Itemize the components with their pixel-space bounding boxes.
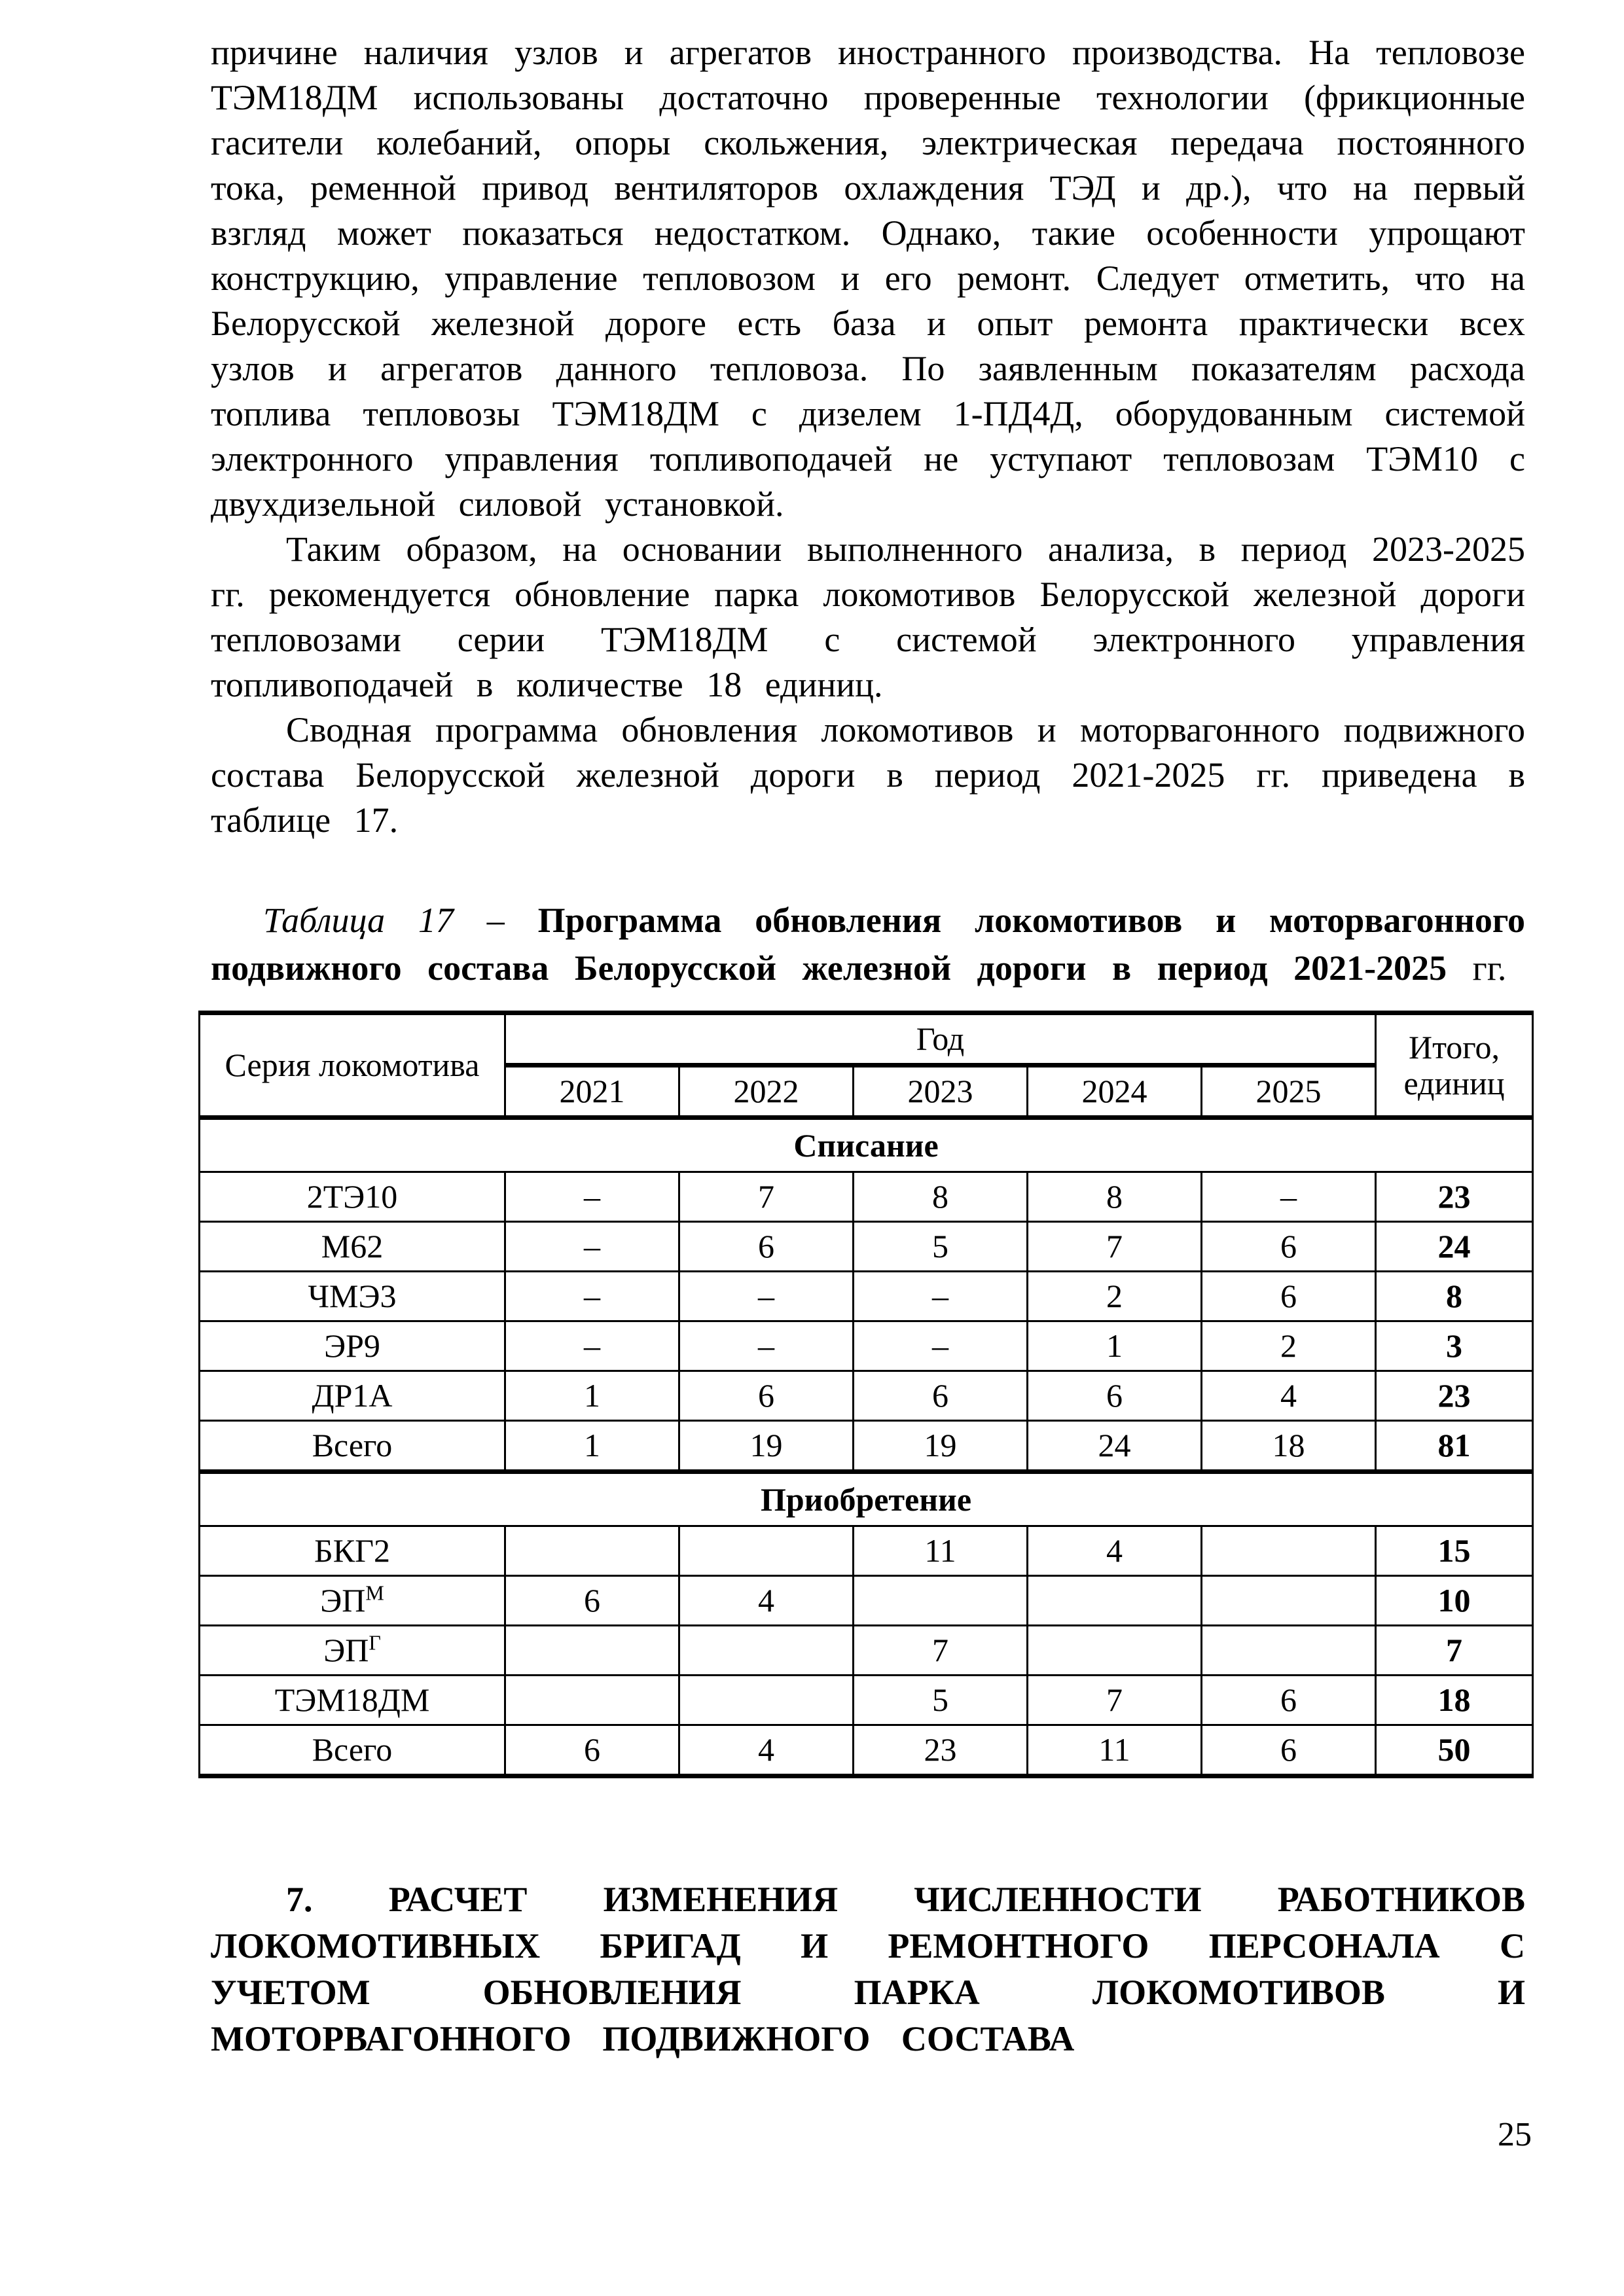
total-cell: 50: [1376, 1725, 1533, 1776]
year-value-cell: –: [854, 1321, 1028, 1371]
series-cell: [200, 1626, 505, 1676]
series-name: М62: [321, 1228, 384, 1265]
header-year-cell: 2025: [1202, 1066, 1376, 1118]
header-year-cell: 2021: [505, 1066, 679, 1118]
series-name: ЭП: [320, 1582, 366, 1619]
series-name: БКГ2: [314, 1532, 390, 1569]
year-value-cell: –: [679, 1272, 854, 1321]
year-value-cell: 6: [679, 1371, 854, 1421]
year-value-cell: [1028, 1576, 1202, 1626]
year-value-cell: [1202, 1576, 1376, 1626]
year-value-cell: 23: [854, 1725, 1028, 1776]
year-value-cell: [1202, 1626, 1376, 1676]
year-value-cell: –: [854, 1272, 1028, 1321]
table-body: [200, 1013, 1533, 1776]
header-year-cell: 2023: [854, 1066, 1028, 1118]
table-row: [200, 1172, 1533, 1222]
locomotive-program-table: [198, 1011, 1534, 1778]
page-content: [211, 30, 1525, 2062]
table-row: [200, 1725, 1533, 1776]
year-value-cell: 5: [854, 1222, 1028, 1272]
series-name: ДР1А: [312, 1377, 393, 1414]
year-value-cell: 7: [679, 1172, 854, 1222]
year-value-cell: –: [505, 1272, 679, 1321]
year-value-cell: 8: [854, 1172, 1028, 1222]
year-value-cell: 6: [679, 1222, 854, 1272]
year-value-cell: –: [505, 1172, 679, 1222]
series-name: ТЭМ18ДМ: [274, 1681, 430, 1718]
header-year-group-cell: Год: [505, 1013, 1376, 1066]
table-caption-suffix: гг.: [1447, 948, 1507, 988]
table-caption-title: Программа обновления локомотивов и моторвагонного подвижного состава Белорусской железной дороги в период 2021-2025: [211, 901, 1526, 988]
year-value-cell: 1: [1028, 1321, 1202, 1371]
table-row: [200, 1321, 1533, 1371]
year-value-cell: 7: [1028, 1222, 1202, 1272]
year-value-cell: 1: [505, 1371, 679, 1421]
series-name: ЭП: [323, 1632, 369, 1668]
year-value-cell: 4: [679, 1725, 854, 1776]
series-cell: [200, 1371, 505, 1421]
year-value-cell: 18: [1202, 1421, 1376, 1472]
table-row: [200, 1222, 1533, 1272]
page-number: 25: [1498, 2116, 1532, 2153]
year-value-cell: [679, 1526, 854, 1576]
series-name: 2ТЭ10: [306, 1178, 398, 1215]
series-name: ЧМЭ3: [308, 1278, 397, 1314]
year-value-cell: [505, 1626, 679, 1676]
series-cell: [200, 1576, 505, 1626]
series-superscript: М: [365, 1581, 384, 1605]
year-value-cell: [505, 1526, 679, 1576]
year-value-cell: 6: [1202, 1222, 1376, 1272]
table-row: [200, 1576, 1533, 1626]
total-cell: 7: [1376, 1626, 1533, 1676]
year-value-cell: [505, 1676, 679, 1725]
table-caption: [211, 897, 1525, 992]
table-caption-space: [505, 901, 538, 940]
year-value-cell: 2: [1028, 1272, 1202, 1321]
year-value-cell: 5: [854, 1676, 1028, 1725]
total-cell: 10: [1376, 1576, 1533, 1626]
year-value-cell: [1202, 1526, 1376, 1576]
series-name: Всего: [312, 1427, 393, 1463]
year-value-cell: 7: [1028, 1676, 1202, 1725]
year-value-cell: 6: [1202, 1725, 1376, 1776]
year-value-cell: 8: [1028, 1172, 1202, 1222]
total-cell: 23: [1376, 1371, 1533, 1421]
year-value-cell: 19: [679, 1421, 854, 1472]
table-section-row: [200, 1472, 1533, 1526]
year-value-cell: 6: [1028, 1371, 1202, 1421]
table-header-row-group: [200, 1013, 1533, 1066]
year-value-cell: [679, 1676, 854, 1725]
section-heading: 7. РАСЧЕТ ИЗМЕНЕНИЯ ЧИСЛЕННОСТИ РАБОТНИКОВ ЛОКОМОТИВНЫХ БРИГАД И РЕМОНТНОГО ПЕРСОНАЛА С УЧЕТОМ ОБНОВЛЕНИЯ ПАРКА ЛОКОМОТИВОВ И МОТОРВАГОННОГО ПОДВИЖНОГО СОСТАВА: [211, 1880, 1525, 2058]
year-value-cell: 6: [505, 1725, 679, 1776]
year-value-cell: 4: [1028, 1526, 1202, 1576]
table-row: [200, 1272, 1533, 1321]
table-section-title: Приобретение: [200, 1472, 1533, 1526]
total-cell: 81: [1376, 1421, 1533, 1472]
year-value-cell: 6: [1202, 1272, 1376, 1321]
year-value-cell: [679, 1626, 854, 1676]
series-cell: [200, 1222, 505, 1272]
year-value-cell: –: [679, 1321, 854, 1371]
table-row: [200, 1371, 1533, 1421]
header-series-cell: Серия локомотива: [200, 1013, 505, 1118]
total-cell: 23: [1376, 1172, 1533, 1222]
series-cell: [200, 1421, 505, 1472]
year-value-cell: [1028, 1626, 1202, 1676]
total-cell: 15: [1376, 1526, 1533, 1576]
series-cell: [200, 1725, 505, 1776]
year-value-cell: 1: [505, 1421, 679, 1472]
table-row: [200, 1676, 1533, 1725]
series-cell: [200, 1676, 505, 1725]
table-caption-label: Таблица 17: [263, 901, 454, 940]
year-value-cell: 24: [1028, 1421, 1202, 1472]
paragraph-table-reference: Сводная программа обновления локомотивов и моторвагонного подвижного состава Белорусской железной дороги в период 2021-2025 гг. приведена в таблице 17.: [211, 710, 1525, 840]
year-value-cell: 7: [854, 1626, 1028, 1676]
year-value-cell: 11: [854, 1526, 1028, 1576]
year-value-cell: 19: [854, 1421, 1028, 1472]
series-cell: [200, 1172, 505, 1222]
series-cell: [200, 1526, 505, 1576]
header-year-cell: 2022: [679, 1066, 854, 1118]
year-value-cell: 4: [679, 1576, 854, 1626]
year-value-cell: [854, 1576, 1028, 1626]
year-value-cell: –: [505, 1222, 679, 1272]
paragraph-conclusion: Таким образом, на основании выполненного анализа, в период 2023-2025 гг. рекомендуется обновление парка локомотивов Белорусской железной дороги тепловозами серии ТЭМ18ДМ с системой электронного управления топливоподачей в количестве 18 единиц.: [211, 529, 1525, 704]
table-section-row: [200, 1118, 1533, 1172]
year-value-cell: 6: [1202, 1676, 1376, 1725]
year-value-cell: –: [505, 1321, 679, 1371]
total-cell: 24: [1376, 1222, 1533, 1272]
series-superscript: Г: [369, 1630, 381, 1655]
table-row: [200, 1526, 1533, 1576]
table-caption-separator: [454, 901, 487, 940]
series-cell: [200, 1321, 505, 1371]
year-value-cell: 4: [1202, 1371, 1376, 1421]
table-row: [200, 1626, 1533, 1676]
header-total-cell: Итого, единиц: [1376, 1013, 1533, 1118]
header-year-cell: 2024: [1028, 1066, 1202, 1118]
table-caption-dash: –: [486, 901, 505, 940]
year-value-cell: 6: [854, 1371, 1028, 1421]
total-cell: 18: [1376, 1676, 1533, 1725]
paragraph-continuation: причине наличия узлов и агрегатов иностранного производства. На тепловозе ТЭМ18ДМ использованы достаточно проверенные технологии (фрикционные гасители колебаний, опоры скольжения, электрическая передача постоянного тока, ременной привод вентиляторов охлаждения ТЭД и др.), что на первый взгляд может показаться недостатком. Однако, такие особенности упрощают конструкцию, управление тепловозом и его ремонт. Следует отметить, что на Белорусской железной дороге есть база и опыт ремонта практически всех узлов и агрегатов данного тепловоза. По заявленным показателям расхода топлива тепловозы ТЭМ18ДМ с дизелем 1-ПД4Д, оборудованным системой электронного управления топливоподачей не уступают тепловозам ТЭМ10 с двухдизельной силовой установкой.: [211, 33, 1525, 524]
table-section-title: Списание: [200, 1118, 1533, 1172]
year-value-cell: 6: [505, 1576, 679, 1626]
series-name: ЭР9: [324, 1327, 380, 1364]
series-name: Всего: [312, 1731, 393, 1768]
year-value-cell: –: [1202, 1172, 1376, 1222]
series-cell: [200, 1272, 505, 1321]
total-cell: 3: [1376, 1321, 1533, 1371]
total-cell: 8: [1376, 1272, 1533, 1321]
year-value-cell: 11: [1028, 1725, 1202, 1776]
table-row: [200, 1421, 1533, 1472]
year-value-cell: 2: [1202, 1321, 1376, 1371]
